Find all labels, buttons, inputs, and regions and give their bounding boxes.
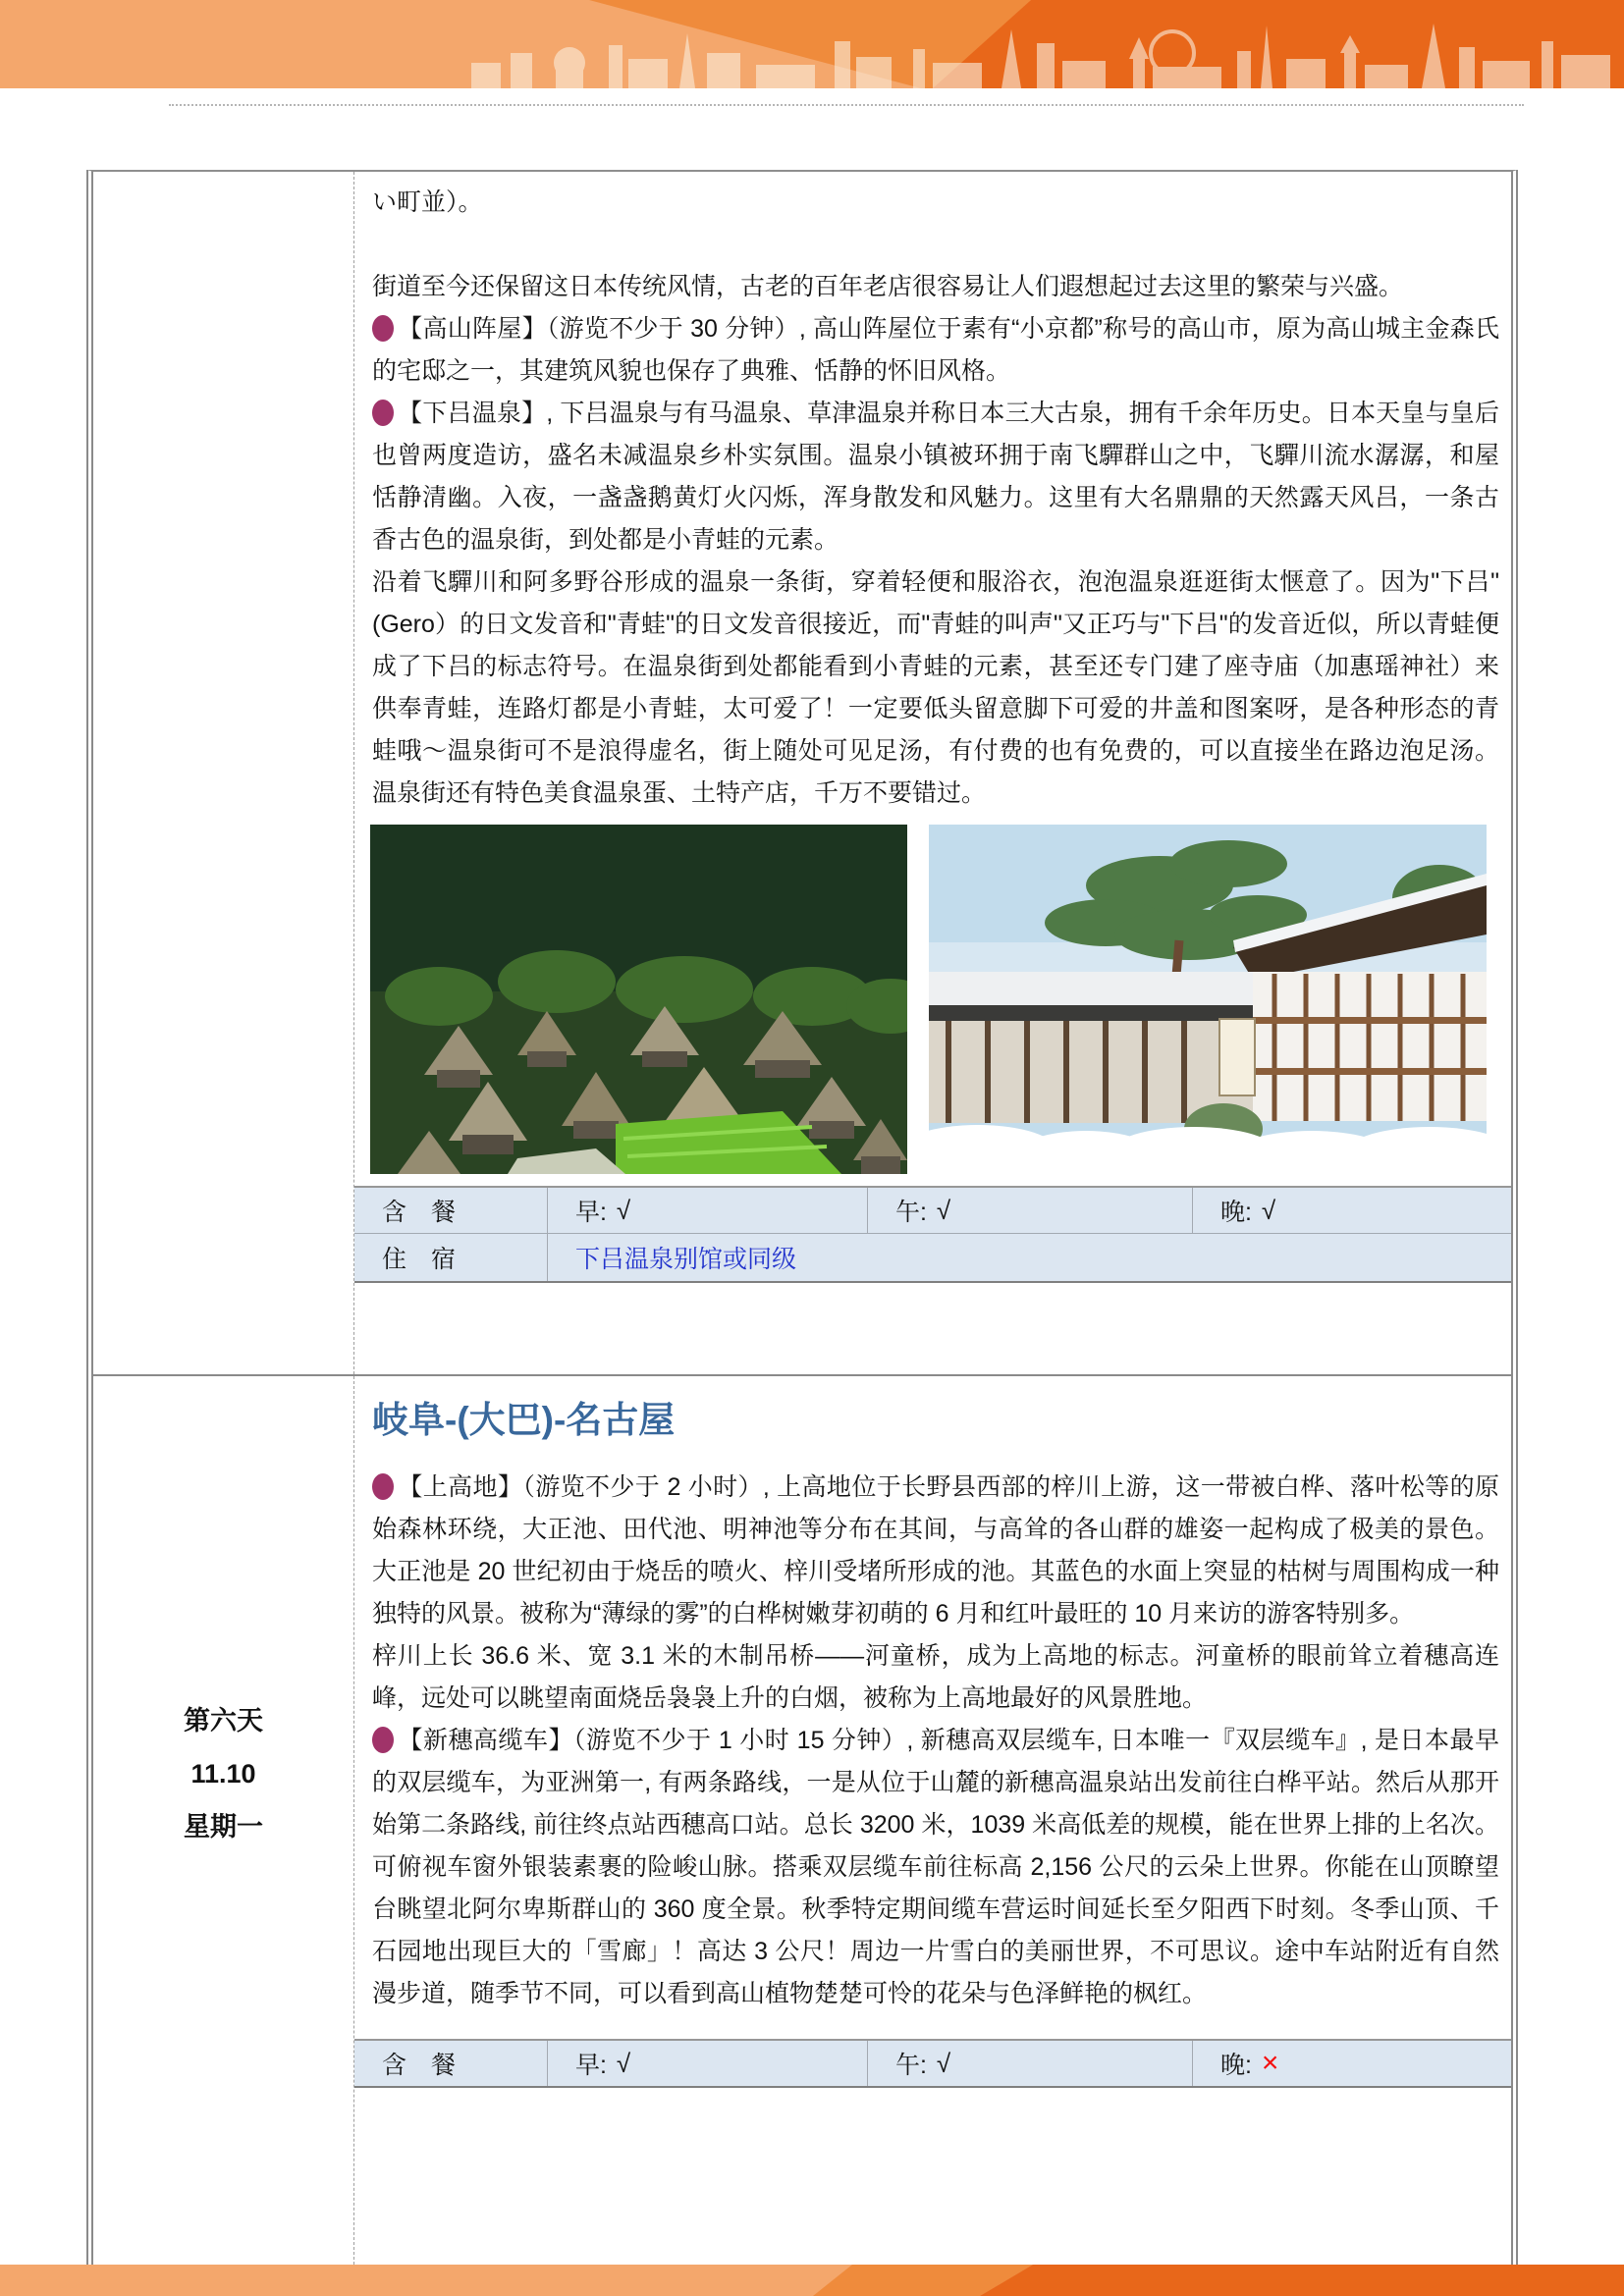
footer-dark-section [0,2265,1624,2296]
paragraph-text: 【下吕温泉】, 下吕温泉与有马温泉、草津温泉并称日本三大古泉，拥有千余年历史。日本天皇与皇后也曾两度造访，盛名未减温泉乡朴实氛围。温泉小镇被环拥于南飞驒群山之中，飞驒川流水潺潺，和屋恬静清幽。入夜，一盏盏鹅黄灯火闪烁，浑身散发和风魅力。这里有大名鼎鼎的天然露天风吕，一条古香古色的温泉街，到处都是小青蛙的元素。 [372,400,1499,554]
dinner-cell [1192,1188,1511,1233]
meal-label-cell: 含 餐 [382,2052,457,2079]
paragraph-shinhotaka-ropeway [372,1720,1499,2015]
lunch-mark: √ [936,1195,951,1225]
lunch-label: 午: [895,2052,934,2079]
table-row-day5 [93,172,1511,1376]
footer-band [0,2265,1624,2296]
bullet-icon [372,1727,394,1753]
dinner-label: 晚: [1220,1199,1259,1226]
bullet-icon [372,400,394,426]
photo-row [354,825,1511,1174]
day6-text-block [354,1467,1511,2015]
bullet-icon [372,315,394,342]
day6-date-cell [93,1376,354,2265]
itinerary-table [86,170,1518,2265]
breakfast-mark: √ [616,2048,631,2078]
breakfast-label: 早: [575,2052,614,2079]
dinner-mark: √ [1261,1195,1276,1225]
day5-meal-row [354,1188,1511,1233]
breakfast-cell [547,2041,867,2086]
paragraph: 沿着飞驒川和阿多野谷形成的温泉一条街，穿着轻便和服浴衣，泡泡温泉逛逛街太惬意了。因为"下吕"(Gero）的日文发音和"青蛙"的日文发音很接近，而"青蛙的叫声"又正巧与"下吕"的发音近似，所以青蛙便成了下吕的标志符号。在温泉街到处都能看到小青蛙的元素，甚至还专门建了座寺庙（加惠瑶神社）来供奉青蛙，连路灯都是小青蛙，太可爱了！一定要低头留意脚下可爱的井盖和图案呀，是各种形态的青蛙哦～温泉街可不是浪得虚名，街上随处可见足汤，有付费的也有免费的，可以直接坐在路边泡足汤。温泉街还有特色美食温泉蛋、土特产店，千万不要错过。 [372,568,1499,807]
day6-weekday: 星期一 [184,1811,263,1842]
paragraph-kamikochi [372,1467,1499,1635]
dinner-label: 晚: [1220,2052,1259,2079]
meal-label-cell: 含 餐 [382,1199,457,1226]
lunch-mark: √ [936,2048,951,2078]
day6-day-number: 第六天 [184,1705,263,1735]
day5-lodging-row [354,1233,1511,1281]
day6-content-cell [354,1376,1511,2265]
breakfast-cell [547,1188,867,1233]
paragraph-text: 【新穗高缆车】（游览不少于 1 小时 15 分钟）, 新穗高双层缆车, 日本唯一『双层缆车』, 是日本最早的双层缆车，为亚洲第一, 有两条路线，一是从位于山麓的新穗高温泉站出发前往白桦平站。然后从那开始第二条路线, 前往终点站西穗高口站。总长 3200 米，1039 米高低差的规模，能在世界上排的上名次。可俯视车窗外银装素裹的险峻山脉。搭乘双层缆车前往标高 2,156 公尺的云朵上世界。你能在山顶瞭望台眺望北阿尔卑斯群山的 360 度全景。秋季特定期间缆车营运时间延长至夕阳西下时刻。冬季山顶、千石园地出现巨大的「雪廊」！高达 3 公尺！周边一片雪白的美丽世界，不可思议。途中车站附近有自然漫步道，随季节不同，可以看到高山植物楚楚可怜的花朵与色泽鲜艳的枫红。 [372,1727,1499,2007]
paragraph: 梓川上长 36.6 米、宽 3.1 米的木制吊桥——河童桥，成为上高地的标志。河童桥的眼前耸立着穗高连峰，远处可以眺望南面烧岳袅袅上升的白烟，被称为上高地最好的风景胜地。 [372,1642,1499,1712]
day5-date-cell [93,172,354,1374]
dotted-separator [169,104,1524,106]
paragraph: い町並）。 [372,188,483,216]
day5-meal-table [354,1186,1511,1283]
paragraph-text: 【上高地】（游览不少于 2 小时）, 上高地位于长野县西部的梓川上游，这一带被白桦、落叶松等的原始森林环绕，大正池、田代池、明神池等分布在其间，与高耸的各山群的雄姿一起构成了极美的景色。大正池是 20 世纪初由于烧岳的喷火、梓川受堵所形成的池。其蓝色的水面上突显的枯树与周围构成一种独特的风景。被称为“薄绿的雾”的白桦树嫩芽初萌的 6 月和红叶最旺的 10 月来访的游客特别多。 [372,1473,1499,1628]
lunch-label: 午: [895,1199,934,1226]
route-title: 岐阜-(大巴)-名古屋 [372,1400,676,1440]
day6-date: 11.10 [190,1758,256,1789]
day6-meal-table [354,2039,1511,2088]
day5-content-cell [354,172,1511,1374]
dinner-cross-mark: × [1261,2047,1279,2079]
paragraph-takayama-jinya [372,308,1499,393]
dinner-cell [1192,2041,1511,2086]
paragraph: 街道至今还保留这日本传统风情，古老的百年老店很容易让人们遐想起过去这里的繁荣与兴盛。 [372,273,1404,300]
lodging-label-cell: 住 宿 [382,1246,457,1273]
lodging-value-cell: 下吕温泉别馆或同级 [547,1234,1511,1281]
lunch-cell [867,2041,1192,2086]
lunch-cell [867,1188,1192,1233]
paragraph-gero-onsen [372,393,1499,561]
header-band [0,0,1624,88]
paragraph-text: 【高山阵屋】（游览不少于 30 分钟）, 高山阵屋位于素有“小京都”称号的高山市，原为高山城主金森氏的宅邸之一，其建筑风貌也保存了典雅、恬静的怀旧风格。 [372,315,1499,385]
breakfast-label: 早: [575,1199,614,1226]
shirakawago-village-photo [370,825,907,1174]
breakfast-mark: √ [616,1195,631,1225]
day5-text-block [354,172,1511,815]
table-row-day6 [93,1376,1511,2265]
bullet-icon [372,1473,394,1500]
snowy-ryokan-photo [929,825,1487,1174]
city-skyline-icon [461,24,1624,88]
day6-meal-row [354,2041,1511,2086]
